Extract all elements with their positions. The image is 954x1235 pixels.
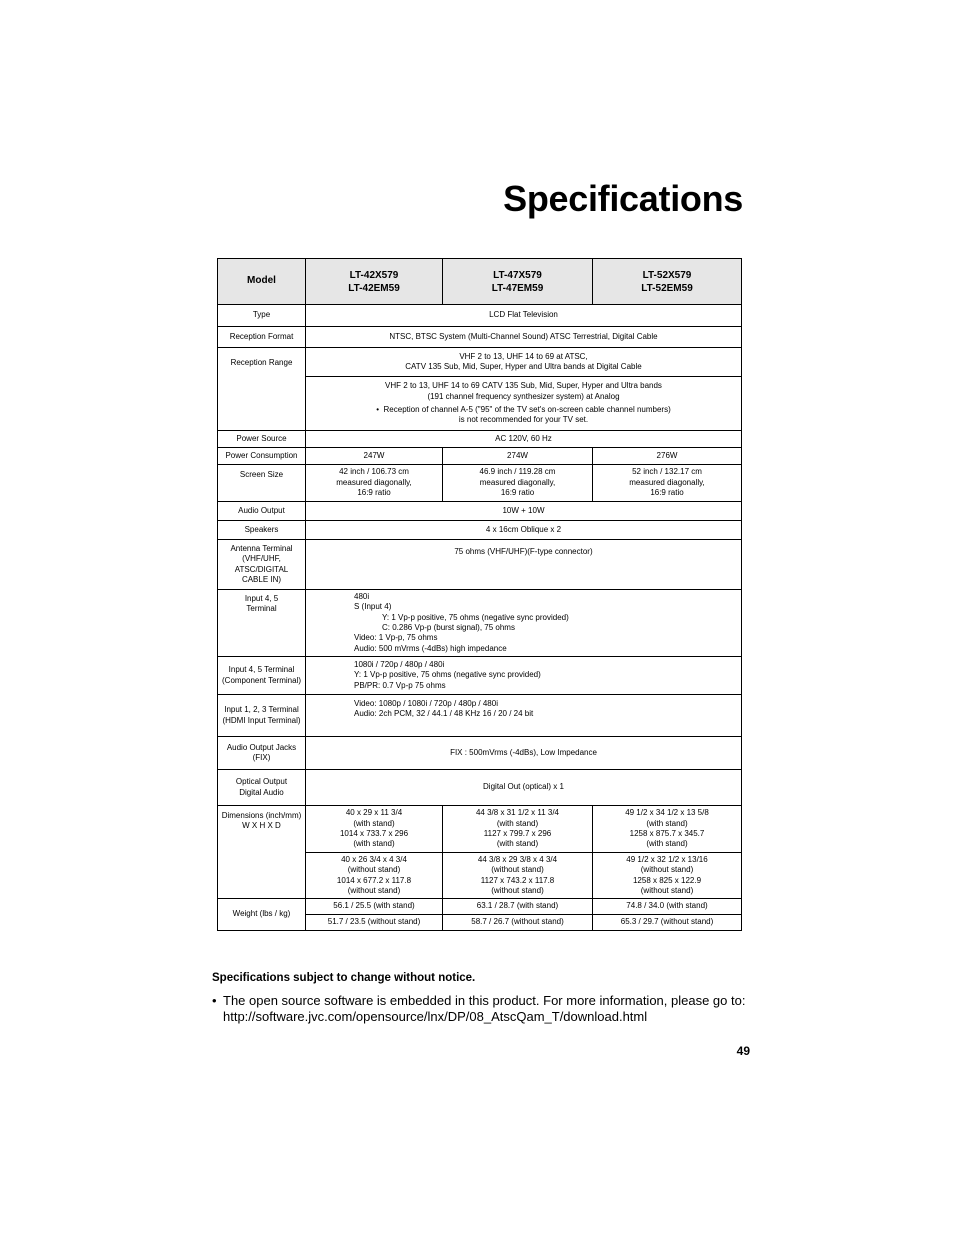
- reception-range-analog-line-2: (191 channel frequency synthesizer system) at Analog: [427, 391, 620, 401]
- model-1-name-a: LT-42X579: [349, 269, 399, 281]
- reception-range-analog: [306, 377, 742, 431]
- weight-with-stand-3: 74.8 / 34.0 (with stand): [593, 899, 742, 915]
- dimensions-without-stand-2: [443, 853, 593, 899]
- dim-wo-1-l1: 40 x 26 3/4 x 4 3/4: [341, 854, 407, 864]
- dim-wo-1-l3: 1014 x 677.2 x 117.8: [336, 875, 412, 885]
- table-row: [218, 899, 742, 915]
- reception-range-digital: [306, 348, 742, 377]
- audio-jacks-value: FIX : 500mVrms (-4dBs), Low Impedance: [306, 737, 742, 770]
- dim-wo-2-l3: 1127 x 743.2 x 117.8: [480, 875, 555, 885]
- table-row: [218, 305, 742, 327]
- component-line-1: 1080i / 720p / 480p / 480i: [354, 659, 445, 669]
- screen-size-3-line-3: 16:9 ratio: [650, 488, 684, 498]
- model-2-name-b: LT-47EM59: [491, 282, 544, 294]
- table-header-row: [218, 259, 742, 305]
- table-row: [218, 806, 742, 853]
- table-row: [218, 465, 742, 502]
- dim-ws-1-l3: 1014 x 733.7 x 296: [339, 829, 409, 838]
- hdmi-line-1: Video: 1080p / 1080i / 720p / 480p / 480i: [354, 699, 498, 708]
- table-row: [218, 431, 742, 448]
- weight-without-stand-1: 51.7 / 23.5 (without stand): [306, 915, 443, 931]
- component-label-line-1: Input 4, 5 Terminal: [228, 665, 295, 675]
- dim-wo-3-l1: 49 1/2 x 32 1/2 x 13/16: [626, 854, 708, 864]
- dim-ws-3-l4: (with stand): [646, 839, 688, 849]
- input-45-line-5: Video: 1 Vp-p, 75 ohms: [354, 633, 438, 643]
- table-row: [218, 521, 742, 540]
- type-value: LCD Flat Television: [306, 305, 742, 327]
- audio-jacks-label-line-2: (FIX): [252, 753, 271, 762]
- screen-size-2-line-1: 46.9 inch / 119.28 cm: [479, 467, 556, 477]
- screen-size-label-text: Screen Size: [239, 470, 284, 479]
- dimensions-with-stand-3: [593, 806, 742, 853]
- component-value: [306, 657, 742, 695]
- open-source-text: The open source software is embedded in this product. For more information, please go to:: [223, 993, 746, 1008]
- specifications-table: [217, 258, 742, 931]
- audio-output-value: 10W + 10W: [306, 502, 742, 521]
- weight-without-stand-3: 65.3 / 29.7 (without stand): [593, 915, 742, 931]
- component-label-line-2: (Component Terminal): [222, 675, 301, 685]
- table-row: [218, 327, 742, 348]
- input-45-label: [218, 590, 306, 657]
- optical-value: Digital Out (optical) x 1: [306, 770, 742, 806]
- input-45-value: [306, 590, 742, 657]
- weight-with-stand-2: 63.1 / 28.7 (with stand): [443, 899, 593, 915]
- dim-ws-3-l3: 1258 x 875.7 x 345.7: [629, 829, 705, 838]
- speakers-value: 4 x 16cm Oblique x 2: [306, 521, 742, 540]
- power-consumption-3: 276W: [593, 448, 742, 465]
- dimensions-with-stand-1: [306, 806, 443, 853]
- component-line-3: PB/PR: 0.7 Vp-p 75 ohms: [354, 680, 446, 690]
- input-45-label-line-1: Input 4, 5: [244, 594, 279, 603]
- bullet-icon: •: [212, 993, 217, 1008]
- dimensions-label-line-1: Dimensions (inch/mm): [221, 811, 302, 820]
- screen-size-2: [443, 465, 593, 502]
- power-consumption-1: 247W: [306, 448, 443, 465]
- component-label: [218, 657, 306, 695]
- note-bullet: •: [376, 405, 380, 414]
- reception-range-label: [218, 348, 306, 431]
- screen-size-1-line-2: measured diagonally,: [336, 477, 412, 487]
- screen-size-3-line-2: measured diagonally,: [629, 477, 705, 487]
- table-row: [218, 540, 742, 590]
- antenna-label-line-3: ATSC/DIGITAL: [234, 564, 289, 574]
- audio-output-label: Audio Output: [218, 502, 306, 521]
- reception-range-note-line-2: is not recommended for your TV set.: [458, 415, 589, 425]
- dimensions-label: [218, 806, 306, 899]
- antenna-terminal-label: [218, 540, 306, 590]
- dim-wo-2-l2: (without stand): [491, 865, 544, 875]
- weight-with-stand-1: 56.1 / 25.5 (with stand): [306, 899, 443, 915]
- reception-range-note-line-1: [308, 405, 739, 415]
- model-3-name-b: LT-52EM59: [641, 282, 693, 294]
- power-consumption-2: 274W: [443, 448, 593, 465]
- dim-ws-2-l1: 44 3/8 x 31 1/2 x 11 3/4: [475, 808, 560, 818]
- model-label: Model: [218, 259, 306, 305]
- input-45-line-2: S (Input 4): [354, 602, 392, 612]
- audio-jacks-label: [218, 737, 306, 770]
- hdmi-label: [218, 695, 306, 737]
- model-column-1: [306, 259, 443, 305]
- hdmi-label-line-2: (HDMI Input Terminal): [222, 715, 301, 725]
- reception-range-digital-line-2: CATV 135 Sub, Mid, Super, Hyper and Ultra bands at Digital Cable: [405, 362, 642, 371]
- table-row: [218, 695, 742, 737]
- model-column-3: [593, 259, 742, 305]
- open-source-url[interactable]: http://software.jvc.com/opensource/lnx/DP/08_AtscQam_T/download.html: [223, 1009, 648, 1024]
- table-row: [218, 448, 742, 465]
- weight-label: Weight (lbs / kg): [218, 899, 306, 931]
- dimensions-without-stand-1: [306, 853, 443, 899]
- model-3-name-a: LT-52X579: [642, 269, 692, 281]
- dim-ws-2-l2: (with stand): [496, 818, 539, 828]
- hdmi-label-line-1: Input 1, 2, 3 Terminal: [224, 705, 299, 715]
- dim-ws-1-l4: (with stand): [353, 839, 395, 849]
- model-column-2: [443, 259, 593, 305]
- dim-wo-3-l2: (without stand): [640, 865, 694, 875]
- page-title: Specifications: [503, 178, 743, 219]
- table-row: [218, 502, 742, 521]
- reception-format-label: Reception Format: [218, 327, 306, 348]
- table-row: [218, 770, 742, 806]
- screen-size-label: [218, 465, 306, 502]
- screen-size-1-line-1: 42 inch / 106.73 cm: [339, 467, 409, 477]
- screen-size-3-line-1: 52 inch / 132.17 cm: [632, 467, 702, 477]
- antenna-terminal-value: 75 ohms (VHF/UHF)(F-type connector): [306, 540, 742, 590]
- dimensions-without-stand-3: [593, 853, 742, 899]
- component-line-2: Y: 1 Vp-p positive, 75 ohms (negative sync provided): [354, 670, 541, 680]
- table-row: [218, 590, 742, 657]
- dimensions-label-line-2: W X H X D: [242, 821, 281, 831]
- input-45-line-1: 480i: [354, 591, 370, 601]
- input-45-line-6: Audio: 500 mVrms (-4dBs) high impedance: [354, 643, 507, 653]
- power-consumption-label: Power Consumption: [218, 448, 306, 465]
- dim-wo-1-l4: (without stand): [347, 885, 401, 895]
- input-45-line-4: C: 0.286 Vp-p (burst signal), 75 ohms: [382, 623, 515, 632]
- table-row: [218, 737, 742, 770]
- model-2-name-a: LT-47X579: [493, 269, 542, 281]
- optical-label: [218, 770, 306, 806]
- power-source-value: AC 120V, 60 Hz: [306, 431, 742, 448]
- table-row: [218, 657, 742, 695]
- reception-range-note-text-1: Reception of channel A-5 ("95" of the TV set's on-screen cable channel numbers): [383, 405, 671, 414]
- dim-wo-2-l4: (without stand): [491, 885, 544, 895]
- page-number: 49: [736, 1044, 750, 1058]
- hdmi-line-2: Audio: 2ch PCM, 32 / 44.1 / 48 KHz 16 / 20 / 24 bit: [354, 709, 534, 719]
- dim-ws-1-l2: (with stand): [353, 818, 395, 828]
- weight-without-stand-2: 58.7 / 26.7 (without stand): [443, 915, 593, 931]
- reception-range-label-text: Reception Range: [230, 358, 293, 367]
- table-row: [218, 348, 742, 377]
- dim-ws-1-l1: 40 x 29 x 11 3/4: [345, 808, 403, 818]
- dim-ws-3-l1: 49 1/2 x 34 1/2 x 13 5/8: [625, 808, 709, 818]
- dim-wo-2-l1: 44 3/8 x 29 3/8 x 4 3/4: [477, 854, 558, 864]
- antenna-label-line-4: CABLE IN): [241, 574, 282, 584]
- input-45-line-3: Y: 1 Vp-p positive, 75 ohms (negative sync provided): [382, 612, 569, 622]
- dimensions-with-stand-2: [443, 806, 593, 853]
- input-45-label-line-2: Terminal: [246, 604, 277, 614]
- antenna-label-line-2: (VHF/UHF,: [242, 554, 281, 564]
- dim-wo-3-l3: 1258 x 825 x 122.9: [632, 875, 702, 885]
- hdmi-value: [306, 695, 742, 737]
- power-source-label: Power Source: [218, 431, 306, 448]
- dim-wo-1-l2: (without stand): [347, 865, 401, 875]
- dim-ws-3-l2: (with stand): [646, 818, 688, 828]
- screen-size-1: [306, 465, 443, 502]
- optical-label-line-2: Digital Audio: [239, 787, 284, 797]
- screen-size-2-line-3: 16:9 ratio: [500, 488, 535, 498]
- dim-ws-2-l4: (with stand): [496, 839, 539, 849]
- open-source-note: [212, 993, 772, 1025]
- dim-ws-2-l3: 1127 x 799.7 x 296: [483, 829, 552, 838]
- dim-wo-3-l4: (without stand): [640, 885, 694, 895]
- reception-range-digital-line-1: VHF 2 to 13, UHF 14 to 69 at ATSC,: [459, 351, 588, 361]
- screen-size-1-line-3: 16:9 ratio: [357, 488, 391, 498]
- reception-format-value: NTSC, BTSC System (Multi-Channel Sound) ATSC Terrestrial, Digital Cable: [306, 327, 742, 348]
- reception-range-analog-line-1: VHF 2 to 13, UHF 14 to 69 CATV 135 Sub, Mid, Super, Hyper and Ultra bands: [385, 381, 662, 391]
- audio-jacks-label-line-1: Audio Output Jacks: [226, 742, 297, 752]
- change-notice: Specifications subject to change without notice.: [212, 972, 476, 984]
- antenna-label-line-1: Antenna Terminal: [230, 543, 293, 553]
- optical-label-line-1: Optical Output: [235, 777, 288, 787]
- screen-size-3: [593, 465, 742, 502]
- model-1-name-b: LT-42EM59: [348, 282, 400, 294]
- speakers-label: Speakers: [218, 521, 306, 540]
- type-label: Type: [218, 305, 306, 327]
- screen-size-2-line-2: measured diagonally,: [479, 477, 556, 487]
